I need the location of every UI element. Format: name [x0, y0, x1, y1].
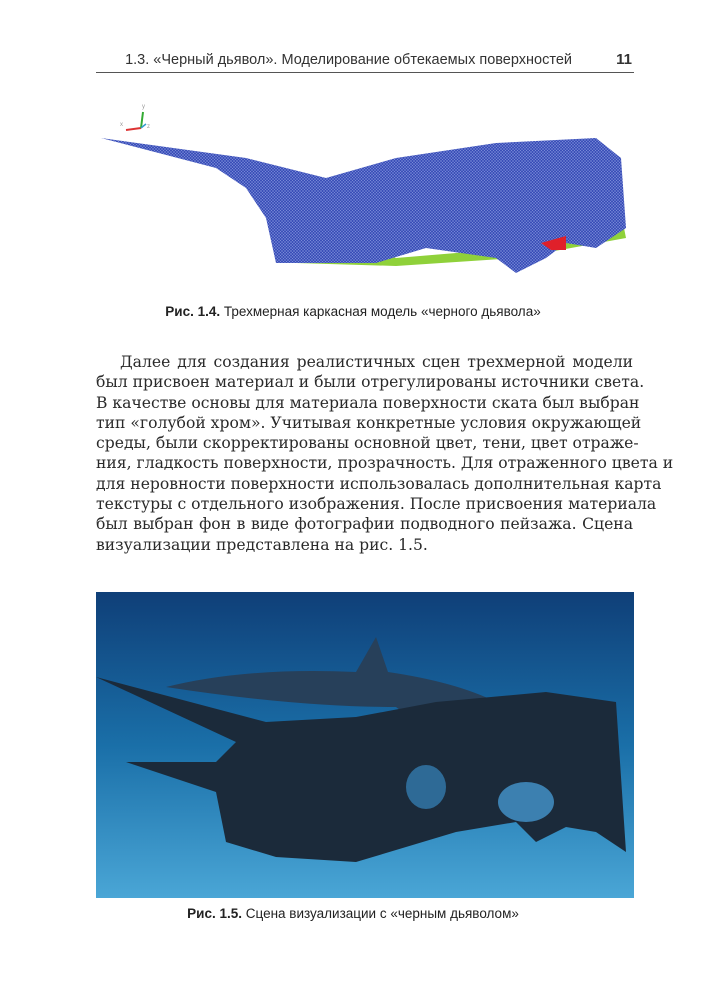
page-number: 11	[616, 51, 632, 68]
wireframe-model-figure	[96, 98, 636, 278]
axis-y-label: y	[142, 104, 145, 110]
text-line: был присвоен материал и были отрегулированы источники света.	[96, 373, 645, 392]
text-line: текстуры с отдельного изображения. После присвоения материала	[96, 495, 657, 514]
figure-1-caption-text: Трехмерная каркасная модель «черного дьявола»	[220, 304, 541, 319]
figure-2-label: Рис. 1.5.	[187, 906, 242, 921]
figure-2-caption-text: Сцена визуализации с «черным дьяволом»	[241, 906, 519, 921]
figure-1-caption	[0, 304, 706, 319]
axis-z-label: z	[147, 124, 150, 130]
underwater-scene-image	[96, 592, 634, 898]
text-line: ния, гладкость поверхности, прозрачность. Для отраженного цвета и	[96, 454, 674, 473]
text-line: Далее для создания реалистичных сцен трехмерной модели	[120, 353, 633, 371]
body-paragraph	[96, 352, 674, 555]
axis-triad-icon	[120, 104, 150, 130]
header-title: 1.3. «Черный дьявол». Моделирование обтекаемых поверхностей	[125, 52, 572, 68]
figure-2-caption	[0, 906, 706, 921]
text-line: визуализации представлена на рис. 1.5.	[96, 535, 428, 554]
text-line: среды, были скорректированы основной цвет, тени, цвет отраже-	[96, 434, 639, 453]
text-line: В качестве основы для материала поверхности ската был выбран	[96, 393, 640, 412]
figure-1-label: Рис. 1.4.	[165, 304, 221, 319]
text-line: был выбран фон в виде фотографии подводного пейзажа. Сцена	[96, 515, 633, 534]
running-header	[96, 50, 634, 73]
text-line: тип «голубой хром». Учитывая конкретные условия окружающей	[96, 413, 642, 432]
model-wireframe	[101, 138, 626, 273]
axis-x-label: x	[120, 122, 123, 128]
text-line: для неровности поверхности использовалась дополнительная карта	[96, 474, 662, 493]
